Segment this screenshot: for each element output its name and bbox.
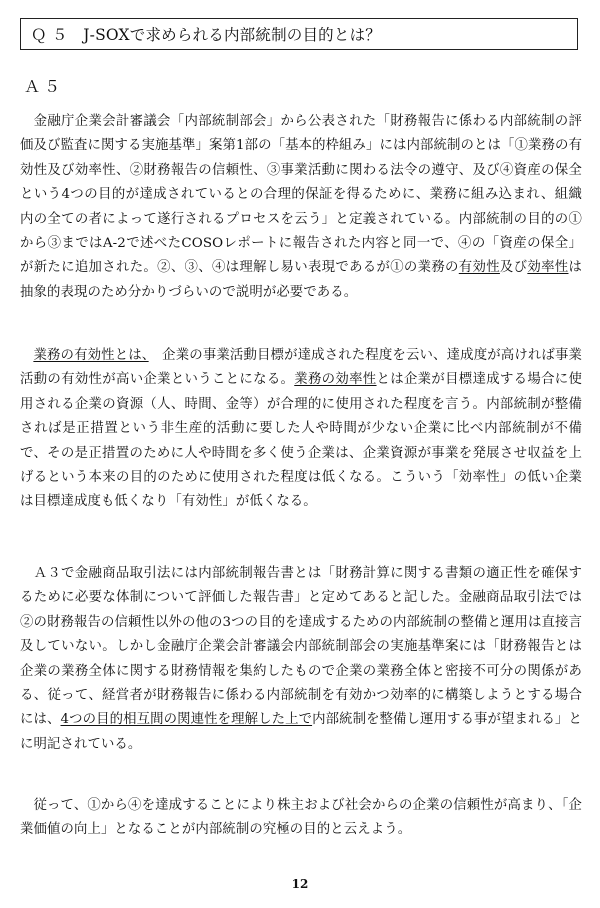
paragraph-definition-end: は抽象的表現のため分かりづらいので説明が必要である。: [20, 260, 582, 300]
underlined-efficiency-heading: 業務の効率性: [294, 372, 377, 388]
paragraph-definition: [20, 110, 582, 305]
answer-heading: Ａ５: [24, 77, 65, 96]
paragraph-effectiveness-efficiency: [20, 344, 582, 515]
paragraph-effectiveness-text: 企業の事業活動目標が達成された程度を云い、達成度が高ければ事業活動の有効性が高い企業ということになる。: [20, 348, 582, 388]
paragraph-act-end: 内部統制を整備し運用する事が望まれる」とに明記されている。: [20, 712, 583, 752]
question-heading: Ｑ ５ J-SOXで求められる内部統制の目的とは？: [31, 26, 381, 44]
paragraph-definition-text: 金融庁企業会計審議会「内部統制部会」から公表された「財務報告に係わる内部統制の評価及び監査に関する実施基準」案第1部の「基本的枠組み」には内部統制のとは「①業務の有効性及び効率性、②財務報告の信頼性、③事業活動に関わる法令の遵守、及び④資産の保全という4つの目的が達成されているとの合理的保証を得るために、業務に組み込まれ、組織内の全ての者によって遂行されるプロセスを云う」と定義されている。内部統制の目的の①から③まではA-2で述べたCOSOレポートに報告された内容と同一で、④の「資産の保全」が新たに追加された。②、③、④は理解し易い表現であるが①の業務の: [20, 114, 582, 276]
underlined-effectiveness: 有効性: [458, 260, 500, 276]
page-number: 12: [291, 877, 309, 891]
paragraph-act-text: Ａ３で金融商品取引法には内部統制報告書とは「財務計算に関する書類の適正性を確保するために必要な体制について評価した報告書」と定めてあると記した。金融商品取引法では②の財務報告の信頼性以外の他の3つの目的を達成するための内部統制の整備と運用は直接言及していない。しかし金融庁企業会計審議会内部統制部会の実施基準案には「財務報告とは企業の業務全体に関する財務情報を集約したもので企業の業務全体と密接不可分の関係がある、従って、経営者が財務報告に係わる内部統制を有効かつ効率的に構築しようとする場合には、: [20, 566, 582, 728]
underlined-interrelation: 4つの目的相互間の関連性を理解した上で: [60, 712, 313, 728]
question-box: [20, 18, 578, 50]
paragraph-definition-connector: 及び: [499, 260, 528, 276]
paragraph-conclusion: [20, 794, 582, 843]
paragraph-efficiency-text: とは企業が目標達成する場合に使用される企業の資源（人、時間、金等）が合理的に使用された程度を言う。内部統制が整備されば是正措置という非生産的活動に要した人や時間が少ない企業に比べ内部統制が不備で、その是正措置のために人や時間を多く使う企業は、企業資源が事業を発展させ収益を上げるという本来の目的のために使用された程度は低くなる。こういう「効率性」の低い企業は目標達成度も低くなり「有効性」が低くなる。: [20, 372, 582, 510]
paragraph-financial-instruments-act: [20, 562, 582, 757]
underlined-efficiency: 効率性: [527, 260, 569, 276]
underlined-effectiveness-heading: 業務の有効性とは、: [33, 348, 149, 363]
paragraph-conclusion-text: 従って、①から④を達成することにより株主および社会からの企業の信頼性が高まり、「企業価値の向上」となることが内部統制の究極の目的と云えよう。: [20, 798, 582, 838]
